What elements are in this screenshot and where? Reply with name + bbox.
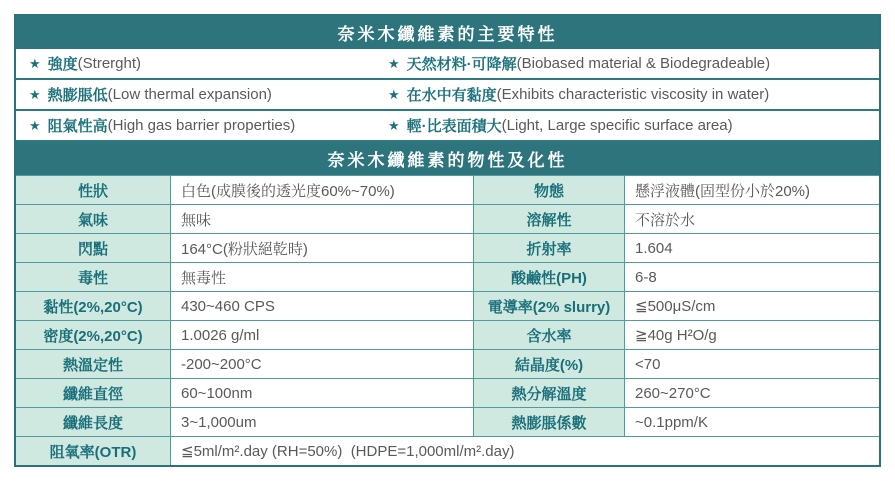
property-value: 無毒性 — [171, 263, 473, 291]
feature-item-viscosity — [388, 84, 879, 105]
feature-row — [16, 49, 879, 80]
properties-table — [16, 175, 879, 465]
star-icon: ★ — [388, 117, 400, 133]
property-value: ≦500μS/cm — [625, 292, 879, 320]
property-label: 纖維直徑 — [16, 379, 170, 407]
feature-label-zh: 熱膨脹低 — [47, 87, 108, 104]
property-label: 溶解性 — [474, 205, 624, 233]
property-value: ~0.1ppm/K — [625, 408, 879, 436]
star-icon: ★ — [388, 55, 400, 71]
star-icon: ★ — [388, 86, 400, 102]
feature-item-thermal-expansion — [16, 84, 388, 105]
property-value: ≧40g H²O/g — [625, 321, 879, 349]
star-icon: ★ — [29, 55, 41, 71]
main-characteristics-title: 奈米木纖維素的主要特性 — [16, 16, 879, 49]
property-value: 1.604 — [625, 234, 879, 262]
feature-item-biobased — [388, 53, 879, 74]
property-value-otr: ≦5ml/m².day (RH=50%) (HDPE=1,000ml/m².day) — [171, 437, 879, 465]
feature-label-en: (High gas barrier properties) — [107, 117, 296, 134]
property-label-otr: 阻氧率(OTR) — [16, 437, 170, 465]
nanocellulose-spec-table — [14, 14, 881, 467]
property-label: 折射率 — [474, 234, 624, 262]
feature-label-zh: 天然材料·可降解 — [406, 56, 517, 73]
property-label: 熱膨脹係數 — [474, 408, 624, 436]
feature-item-strength — [16, 53, 388, 74]
feature-label-en: (Strerght) — [77, 55, 142, 72]
property-label: 閃點 — [16, 234, 170, 262]
property-label: 黏性(2%,20°C) — [16, 292, 170, 320]
property-label: 氣味 — [16, 205, 170, 233]
star-icon: ★ — [29, 117, 41, 133]
property-label: 纖維長度 — [16, 408, 170, 436]
feature-row — [16, 80, 879, 111]
properties-title: 奈米木纖維素的物性及化性 — [16, 142, 879, 175]
feature-label-en: (Low thermal expansion) — [107, 86, 272, 103]
property-value: 不溶於水 — [625, 205, 879, 233]
feature-label-en: (Biobased material & Biodegradeable) — [516, 55, 771, 72]
property-value: 無味 — [171, 205, 473, 233]
property-value: 164°C(粉狀絕乾時) — [171, 234, 473, 262]
property-value: 260~270°C — [625, 379, 879, 407]
feature-label-zh: 阻氣性高 — [47, 118, 108, 135]
property-value: -200~200°C — [171, 350, 473, 378]
feature-label-zh: 輕·比表面積大 — [406, 118, 502, 135]
property-value: 1.0026 g/ml — [171, 321, 473, 349]
property-label: 毒性 — [16, 263, 170, 291]
feature-item-surface-area — [388, 115, 879, 136]
feature-item-gas-barrier — [16, 115, 388, 136]
property-value: 懸浮液體(固型份小於20%) — [625, 176, 879, 204]
property-value: 白色(成膜後的透光度60%~70%) — [171, 176, 473, 204]
property-label: 密度(2%,20°C) — [16, 321, 170, 349]
feature-label-zh: 在水中有黏度 — [406, 87, 497, 104]
property-label: 含水率 — [474, 321, 624, 349]
feature-label-en: (Light, Large specific surface area) — [501, 117, 733, 134]
property-label: 熱分解溫度 — [474, 379, 624, 407]
property-value: 430~460 CPS — [171, 292, 473, 320]
property-label: 物態 — [474, 176, 624, 204]
property-label: 結晶度(%) — [474, 350, 624, 378]
feature-label-zh: 強度 — [47, 56, 78, 73]
property-value: 60~100nm — [171, 379, 473, 407]
property-label: 熱溫定性 — [16, 350, 170, 378]
property-label: 性狀 — [16, 176, 170, 204]
property-label: 酸鹼性(PH) — [474, 263, 624, 291]
property-value: <70 — [625, 350, 879, 378]
feature-row — [16, 111, 879, 142]
feature-label-en: (Exhibits characteristic viscosity in water) — [496, 86, 770, 103]
property-label: 電導率(2% slurry) — [474, 292, 624, 320]
property-value: 3~1,000um — [171, 408, 473, 436]
property-value: 6-8 — [625, 263, 879, 291]
star-icon: ★ — [29, 86, 41, 102]
